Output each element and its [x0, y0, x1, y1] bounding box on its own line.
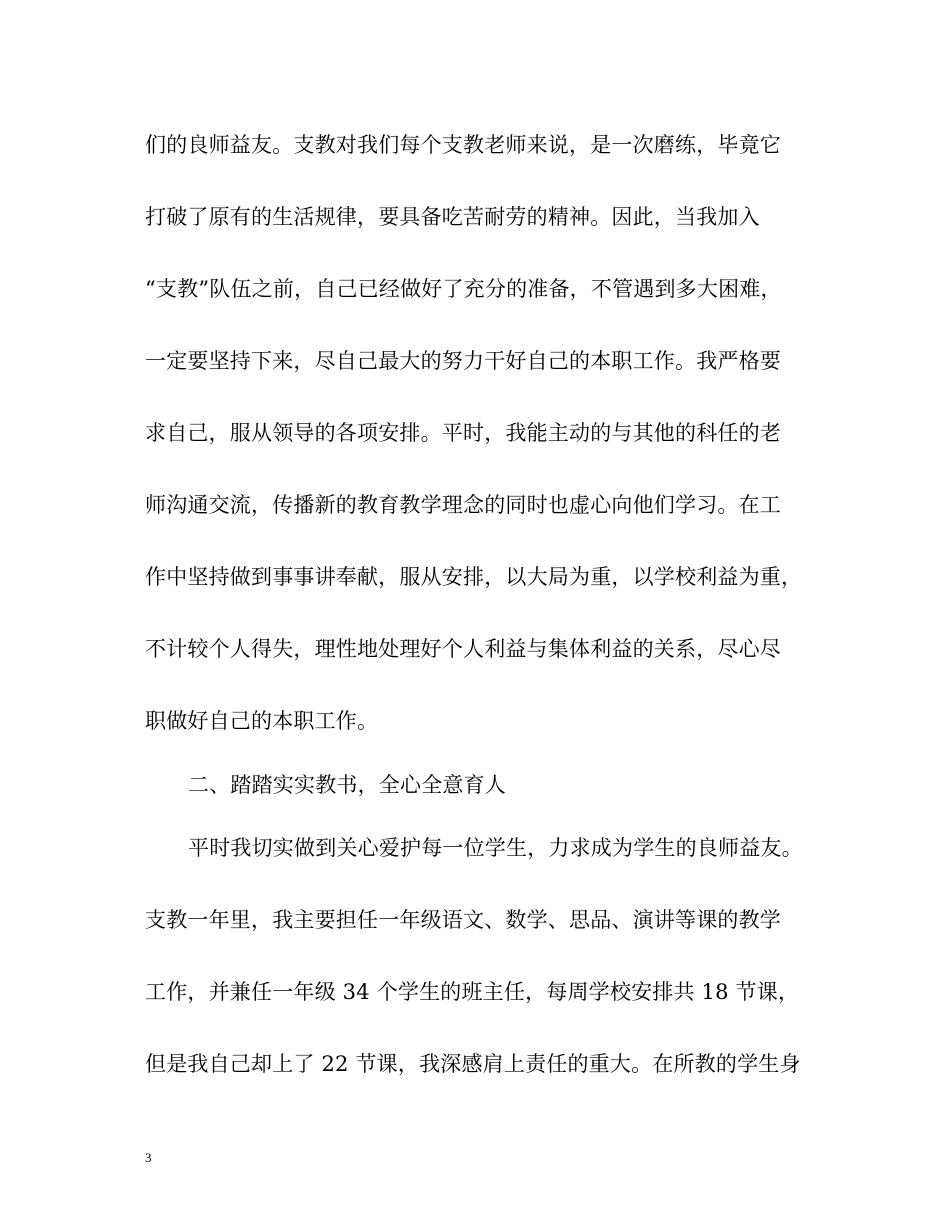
section-heading: 二、踏踏实实教书，全心全意育人 — [188, 773, 506, 797]
body-text-line: 平时我切实做到关心爱护每一位学生，力求成为学生的良师益友。 — [188, 836, 803, 860]
body-text-line: 作中坚持做到事事讲奉献，服从安排，以大局为重，以学校利益为重， — [145, 565, 803, 589]
body-text-line: 不计较个人得失，理性地处理好个人利益与集体利益的关系，尽心尽 — [145, 637, 781, 661]
body-text-line: 一定要坚持下来，尽自己最大的努力干好自己的本职工作。我严格要 — [145, 349, 781, 373]
body-text-line: 求自己，服从领导的各项安排。平时，我能主动的与其他的科任的老 — [145, 421, 781, 445]
body-text-line: 支教一年里，我主要担任一年级语文、数学、思品、演讲等课的教学 — [145, 908, 781, 932]
body-text-line: 师沟通交流，传播新的教育教学理念的同时也虚心向他们学习。在工 — [145, 493, 781, 517]
body-text-line: “支教”队伍之前，自己已经做好了充分的准备，不管遇到多大困难， — [145, 277, 782, 301]
body-text-line: 打破了原有的生活规律，要具备吃苦耐劳的精神。因此，当我加入 — [145, 205, 760, 229]
body-text-line: 但是我自己却上了 22 节课，我深感肩上责任的重大。在所教的学生身 — [145, 1052, 801, 1076]
page-number: 3 — [145, 1150, 152, 1165]
body-text-line: 们的良师益友。支教对我们每个支教老师来说，是一次磨练，毕竟它 — [145, 133, 781, 157]
body-text-line: 工作，并兼任一年级 34 个学生的班主任，每周学校安排共 18 节课， — [145, 980, 800, 1004]
body-text-line: 职做好自己的本职工作。 — [145, 709, 379, 733]
